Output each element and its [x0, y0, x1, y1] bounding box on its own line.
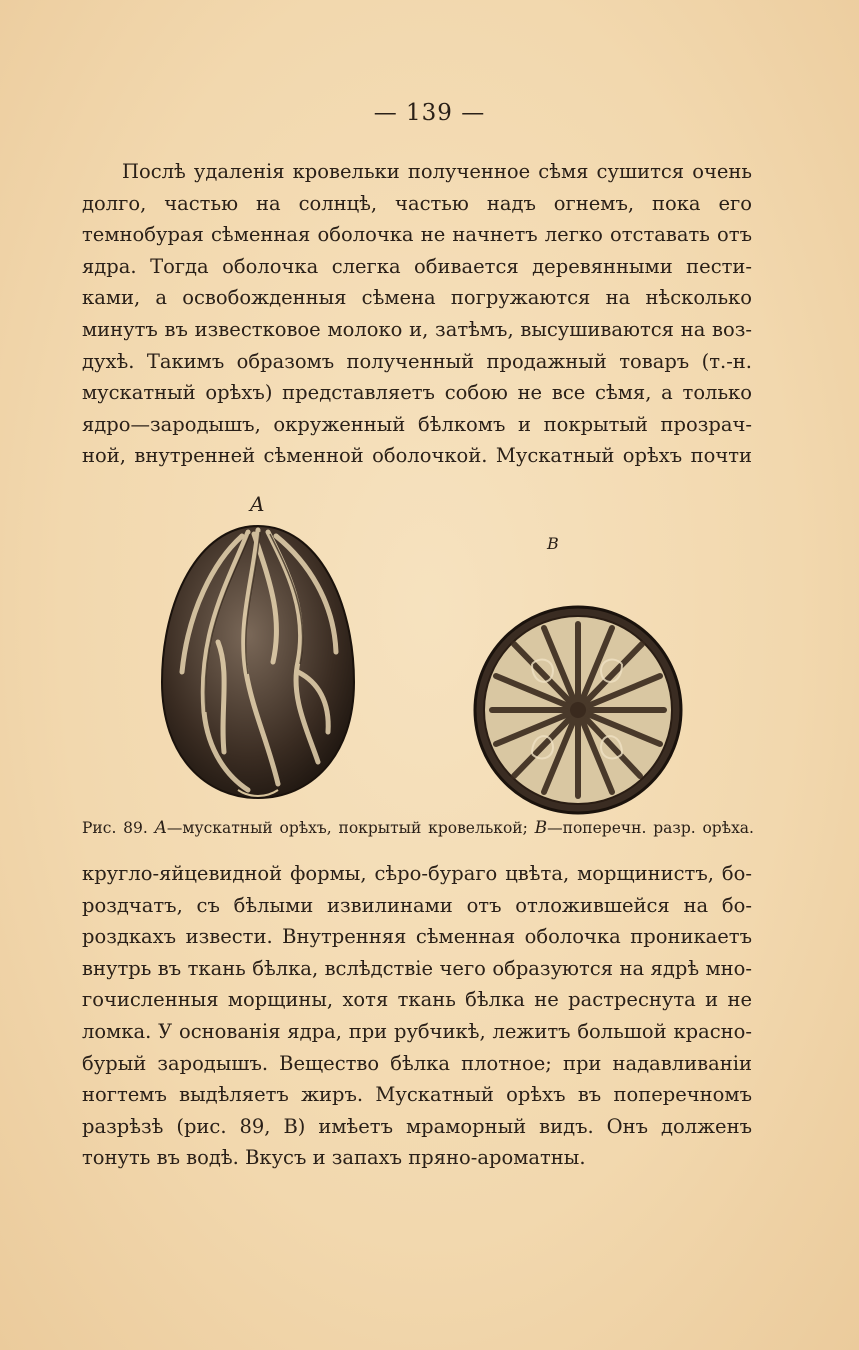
figure-label-b: B — [547, 534, 559, 553]
caption-text-a: —мускатный орѣхъ, покрытый кровелькой; — [166, 819, 528, 837]
figure-caption — [82, 818, 754, 838]
paragraph-2 — [82, 858, 752, 1174]
text-line: ядра. Тогда оболочка слегка обивается деревянными пести- — [82, 254, 752, 278]
text-line: внутрь въ ткань бѣлка, вслѣдствіе чего образуются на ядрѣ мно- — [82, 956, 752, 980]
text-line: минутъ въ известковое молоко и, затѣмъ, высушиваются на воз- — [82, 317, 752, 341]
caption-letter-b: B — [534, 818, 548, 838]
nutmeg-with-mace-illustration — [158, 522, 358, 802]
caption-text-b: —поперечн. разр. орѣха. — [547, 819, 754, 837]
text-line: тонуть въ водѣ. Вкусъ и запахъ пряно-ароматны. — [82, 1146, 586, 1170]
text-line: ядро—зародышъ, окруженный бѣлкомъ и покрытый прозрач- — [82, 412, 752, 436]
text-line: ками, а освобожденныя сѣмена погружаются на нѣсколько — [82, 286, 752, 310]
text-line: ломка. У основанія ядра, при рубчикѣ, лежитъ большой красно- — [82, 1019, 752, 1043]
figure-89 — [82, 488, 752, 808]
text-line: разрѣзѣ (рис. 89, B) имѣетъ мраморный видъ. Онъ долженъ — [82, 1114, 752, 1138]
page-number: — 139 — — [373, 100, 486, 126]
paragraph-1 — [82, 156, 752, 472]
text-line: бурый зародышъ. Вещество бѣлка плотное; при надавливаніи — [82, 1051, 752, 1075]
text-line: ногтемъ выдѣляетъ жиръ. Мускатный орѣхъ въ поперечномъ — [82, 1083, 752, 1107]
text-line: роздкахъ извести. Внутренняя сѣменная оболочка проникаетъ — [82, 925, 752, 949]
text-line: духѣ. Такимъ образомъ полученный продажный товаръ (т.-н. — [82, 349, 752, 373]
caption-letter-a: A — [154, 818, 167, 838]
caption-prefix: Рис. 89. — [82, 819, 148, 837]
text-line: темнобурая сѣменная оболочка не начнетъ легко отставать отъ — [82, 223, 752, 247]
text-line: Послѣ удаленія кровельки полученное сѣмя сушится очень — [122, 160, 752, 183]
text-line: ной, внутренней сѣменной оболочкой. Мускатный орѣхъ почти — [82, 444, 752, 468]
text-line: кругло-яйцевидной формы, сѣро-бураго цвѣта, морщинистъ, бо- — [82, 862, 752, 885]
text-line: долго, частью на солнцѣ, частью надъ огнемъ, пока его — [82, 191, 752, 215]
text-line: роздчатъ, съ бѣлыми извилинами отъ отложившейся на бо- — [82, 893, 752, 917]
figure-label-a: A — [250, 492, 265, 516]
text-line: мускатный орѣхъ) представляетъ собою не все сѣмя, а только — [82, 381, 752, 405]
text-line: гочисленныя морщины, хотя ткань бѣлка не растреснута и не — [82, 988, 752, 1012]
nutmeg-cross-section-illustration — [472, 604, 684, 816]
